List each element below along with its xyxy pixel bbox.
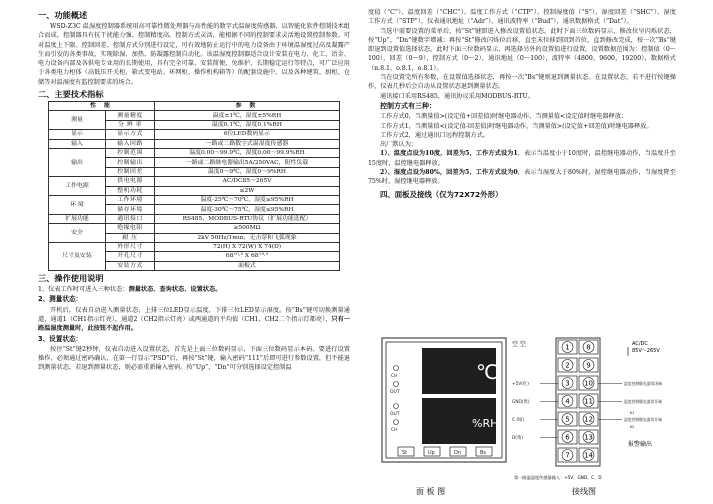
relay-k2-label: K2	[630, 425, 635, 429]
sensor-wire-label: C (绿)	[512, 418, 525, 423]
sec3-measure-title: 2、测量状态：	[38, 295, 83, 304]
terminal-number: 13	[584, 433, 593, 442]
control-mode-0: 工作方式0，当测量值>(设定值+回差值)时继电器动作，当测量值<设定值时继电器释放；	[380, 113, 628, 121]
section-3-title: 三、操作使用说明	[38, 273, 104, 284]
ch1-indicator-icon	[394, 366, 399, 371]
spec-name: 输入回路	[106, 139, 155, 148]
terminal-number: 3	[565, 379, 570, 388]
spec-value: 温度0～9℃，湿度0～9%RH	[155, 167, 340, 176]
spec-row	[49, 111, 340, 120]
control-mode-2: 工作方式2，通过通讯口远程控制方式。	[380, 131, 490, 139]
spec-group: 输出	[49, 149, 106, 177]
sec3-setting-body: 按住“St”键2秒钟，仪表自动进入设置状态，首先是上面三位数码显示，下面三位数码显示本码。要进行设置操作，必须通过密码确认，在第一行显示“PSD”后，再按“St”键，输入密码“111”后即可进行参数设置，但不能退到测量状态，若退到测量状态，则必需重新输入密码。按“Up”、“Dn”可分别选择设定控制温	[38, 345, 350, 372]
factory-default-title: 出厂默认为：	[380, 141, 418, 149]
section-1-body: WSD-Z3C 温湿度控制器系统用高可靠性微处理器与高性能的数字式温湿度传感器，以智能化软件控制技术组合而成。控制器具有抗干扰能力强、控制精度高、控制方式灵活，能根据不同的控制要求灵活地设置控制参数。可对温度上下限、控制回差、控制方式分别进行设定，可有效地防止运行中的电力设备由于环境温湿度过高及凝露产生而引发的各类事故，实现除湿、加热、防凝露控制自动化。该温湿度控制器适合设计安装在电力、化工、冶金、电力设备内部及各供电专业用的长期使用，具有完全可靠、安装简便、免维护、长期稳定运行等特点，可广泛应用于各类电力柜体（高低压开关柜、箱式变电站、环网柜、操作机构箱等）的配套设施中，以及各种建筑、厨柜、仓储等对温湿度有监控制要求的场合。	[38, 23, 350, 86]
spec-value: RS485，MODBUS-RTU协议（扩展功能选配）	[155, 214, 340, 223]
spec-name: 绝缘电阻	[106, 224, 155, 233]
blank-terminals-label	[512, 340, 526, 348]
humidity-unit: %RH	[472, 417, 499, 430]
left-column	[38, 8, 350, 373]
led-out2-label: OUT	[390, 412, 400, 417]
control-mode-title: 控制方式有三种：	[380, 101, 436, 110]
spec-row	[49, 130, 340, 139]
sec3-measure-text: 开机后，仪表自动进入测量状态，上排三位LED显示温度，下排三位LED显示湿度。按“Bs”键可切换测量通道，通道1（CH1指示灯亮），通道2（CH2指示灯亮）或两通道的平均值（CH1、CH2二个指示灯都亮），	[38, 306, 350, 323]
terminal-number: 7	[565, 451, 570, 460]
panel-caption: 面 板 图	[416, 487, 446, 496]
spec-row	[49, 139, 340, 148]
terminal-number: 9	[586, 361, 591, 370]
out2-indicator-icon	[394, 404, 399, 409]
control-mode-1: 工作方式1，当测量值<(设定值-回差值)时继电器动作，当测量值>(设定值+回差值)时继电器释放。	[380, 122, 653, 130]
terminal-number: 14	[584, 451, 593, 460]
spec-name: 通讯接口	[106, 214, 155, 223]
spec-value: ≤2W	[155, 186, 340, 195]
spec-value: 6位LED数码显示	[155, 130, 340, 139]
out1-indicator-icon	[394, 382, 399, 387]
spec-name: 控制范围	[106, 149, 155, 158]
terminal-number: 5	[565, 415, 570, 424]
panel-key-label: Bs	[480, 450, 487, 456]
wiring-caption: 接线图	[572, 487, 596, 496]
sec3-line1	[38, 285, 350, 294]
terminal-number: 4	[565, 397, 570, 406]
spec-name: 工作环境	[106, 195, 155, 204]
factory-default-2	[368, 168, 676, 187]
panel-key-label: Dn	[454, 450, 462, 456]
spec-value: 一路或二路继电器输出5A/250VAC，阻性负载	[155, 158, 340, 167]
spec-row	[49, 224, 340, 233]
spec-name: 分 辨 率	[106, 120, 155, 129]
power-label-1: AC/DC	[632, 341, 648, 347]
spec-name: 外形尺寸	[106, 242, 155, 251]
spec-value: 72(H) X 72(W) X 74(D)	[155, 242, 340, 251]
spec-group: 测量	[49, 111, 106, 130]
terminal-number: 6	[565, 433, 570, 442]
temperature-unit: ℃	[476, 360, 499, 384]
spec-name: 显示方式	[106, 130, 155, 139]
spec-row	[49, 195, 340, 204]
spec-row	[49, 149, 340, 158]
wiring-diagram	[510, 334, 710, 500]
spec-name: 开孔尺寸	[106, 252, 155, 261]
terminal-number: 12	[584, 415, 593, 424]
right-column	[368, 8, 676, 201]
panel-diagram	[378, 334, 510, 500]
led-ch2-label: CH	[391, 428, 398, 433]
spec-group: 输入	[49, 139, 106, 148]
spec-row	[49, 214, 340, 223]
blank-label-text: 空 空	[512, 341, 526, 348]
spec-group: 显示	[49, 130, 106, 139]
spec-value: AC/DC85～265V	[155, 177, 340, 186]
sensor-wire-label: +5V(红)	[512, 382, 529, 387]
terminal-number: 11	[584, 397, 593, 406]
spec-group: 尺寸及安装	[49, 242, 106, 270]
spec-group: 安全	[49, 224, 106, 243]
factory-default-2-bold: 2）、湿度点设为80%，回差为5，工作方式设为0	[380, 169, 518, 177]
terminal-number: 10	[584, 379, 593, 388]
right-para-4: 通讯接口采用RS485，通讯协议采用MODBUS-RTU。	[380, 92, 534, 100]
section-4-title: 四、面板及接线（仅为72X72外形）	[380, 189, 503, 199]
spec-group: 环 境	[49, 195, 106, 214]
spec-value: 温度±1℃，湿度±5%RH	[155, 111, 340, 120]
sensor-wire-label: D(黄)	[512, 436, 523, 441]
spec-value: 温度-25℃～70℃，湿度≤95%RH	[155, 195, 340, 204]
led-ch1-label: CH	[391, 374, 398, 379]
spec-value: 2kV 50Hz/1min，无击穿和飞弧现象	[155, 233, 340, 242]
terminal-number: 8	[586, 343, 591, 352]
spec-table	[48, 101, 340, 271]
sec3-line1-bold: 测量状态、查询状态、设置状态。	[128, 286, 222, 294]
section-2-title: 二、主要技术指标	[38, 89, 104, 100]
spec-value: 温度0.00～99.9℃，湿度0.00～99.9%RH	[155, 149, 340, 158]
spec-value: ≥500MΩ	[155, 224, 340, 233]
spec-row	[49, 177, 340, 186]
spec-header-parameter: 参 数	[155, 102, 340, 111]
relay-terminal-label: 温度控制继电器常开端	[624, 399, 662, 404]
spec-value: 温度0.1℃，湿度0.1%RH	[155, 120, 340, 129]
led-out1-label: OUT	[390, 390, 400, 395]
terminal-number: 2	[565, 361, 570, 370]
panel-key-label: Up	[428, 450, 435, 456]
power-label-2: 85V～265V	[632, 348, 660, 354]
right-para-1: 度值（“C”）、温度回差（“CHC”）、温度工作方式（“CTP”）、控制湿度值（“S”）、湿度回差（“SHC”）、湿度工作方式（“STP”），仪表通讯地址（“Adr”）、通讯波特率（“Bud”），通讯数据格式（“Dat”）。	[368, 9, 676, 26]
relay-terminal-label: 湿度控制继电器常开端	[624, 417, 662, 422]
factory-default-1-text: ，表示当温度小于10度时，温控继电器动作，当温度升至15度时，温控继电器释放。	[368, 150, 676, 167]
spec-group: 扩展功能	[49, 214, 106, 223]
spec-name: 供电电源	[106, 177, 155, 186]
sec3-setting-title: 3、设置状态：	[38, 334, 83, 343]
relay-k1-label: K1	[630, 411, 635, 415]
terminal-number: 1	[565, 343, 570, 352]
sec3-measure-bold: 只有一路温湿度测量时，此按钮不起作用。	[38, 316, 350, 333]
spec-name: 控制输出	[106, 158, 155, 167]
spec-name: 储存环境	[106, 205, 155, 214]
spec-row	[49, 242, 340, 251]
sec3-line1-text: 1、仪表工作时可进入三种状态：	[38, 286, 129, 294]
spec-header-performance: 性 能	[49, 102, 155, 111]
sensor-wire-label: GND(黑)	[512, 400, 530, 405]
right-para-3: 当在设置完所有参数，在设置值选择状态，再按一次“Bs”键则退到测量状态。在设置状态，若不进行按键操作，仪表几秒后会自动从设置状态退到测量状态。	[368, 74, 676, 91]
spec-name: 耐 压	[106, 233, 155, 242]
factory-default-2-text: ，表示当湿度大于80%时，湿控继电器动作，当湿度降至75%时，湿控继电器释放。	[368, 169, 676, 186]
ch2-indicator-icon	[394, 420, 399, 425]
spec-value: 面板式	[155, 261, 340, 270]
section-1-title: 一、功能概述	[38, 10, 88, 20]
spec-name: 控制回差	[106, 167, 155, 176]
spec-header-row	[49, 102, 340, 111]
spec-value: 温度-30℃～75℃，湿度≤95%RH	[155, 205, 340, 214]
factory-default-1	[368, 149, 676, 168]
spec-group: 工作电源	[49, 177, 106, 196]
right-para-2: 当选中需要设置的菜单后，按“St”键即进入修改设置值状态，此时下面三位数码显示，修改位呈闪烁状态，按“Up”、“Dn”键数字增减；再按“St”修改闪烁位后移，直至末位移到回到首位，直到修改完成，按一次“Bs”键即退到设置值选择状态，此时下面三位数码显示，再选择另外的设置值进行设置。设置数据范围为：控制值（0～100），回差（0～9），控制方式（0～2），通讯地址（0～100），波特率（4800，9600，19200），数据格式（n.8.1，o.8.1，e.8.1）。	[368, 27, 676, 72]
spec-value: 一路或二路数字式温湿度传感器	[155, 139, 340, 148]
spec-name: 整机功耗	[106, 186, 155, 195]
relay-terminal-label: 温度控制继电器常闭端	[624, 381, 662, 386]
panel-key-label: St	[402, 450, 408, 456]
spec-name: 安装方式	[106, 261, 155, 270]
sec3-measure-body	[38, 306, 350, 334]
spec-value: 68⁺⁰·⁵ X 68⁺⁰·⁵	[155, 252, 340, 261]
spec-name: 测量精度	[106, 111, 155, 120]
factory-default-1-bold: 1）、温度点设为10度，回差为5，工作方式设为1	[380, 150, 518, 158]
alarm-output-label: 报警输出	[628, 441, 653, 448]
sensor-input-note: 第一路温湿度传感器输入：+5V、GND、C、D	[514, 475, 602, 480]
